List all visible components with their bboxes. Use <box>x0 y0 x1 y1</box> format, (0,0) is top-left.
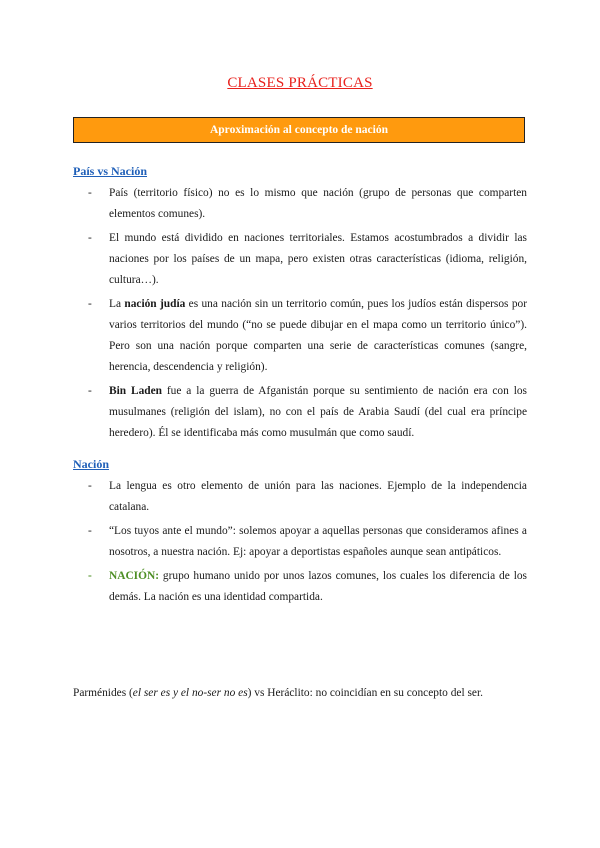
list-item: - País (territorio físico) no es lo mismo que nación (grupo de personas que comparten elementos comunes). <box>73 183 527 225</box>
italic-quote: el ser es y el no-ser no es <box>132 687 248 699</box>
bullet-dash: - <box>88 187 92 199</box>
list-nacion <box>73 476 527 611</box>
list-item: - Bin Laden fue a la guerra de Afganistán porque su sentimiento de nación era con los musulmanes (religión del islam), no con el país de Arabia Saudí (del cual era príncipe heredero). Él se identificaba más como musulmán que como saudí. <box>73 381 527 444</box>
list-item: - “Los tuyos ante el mundo”: solemos apoyar a aquellas personas que consideramos afines a nosotros, a nuestra nación. Ej: apoyar a deportistas españoles aunque sean antipáticos. <box>73 521 527 563</box>
definition-label: NACIÓN: <box>109 570 159 582</box>
list-item: - El mundo está dividido en naciones territoriales. Estamos acostumbrados a dividir las naciones por los países de un mapa, pero existen otras características (idioma, religión, cultura…). <box>73 228 527 291</box>
bullet-dash: - <box>88 570 92 582</box>
list-pais-vs-nacion <box>73 183 527 447</box>
list-item: - La lengua es otro elemento de unión para las naciones. Ejemplo de la independencia catalana. <box>73 476 527 518</box>
page-title: CLASES PRÁCTICAS <box>227 75 373 91</box>
section-banner: Aproximación al concepto de nación <box>73 117 525 143</box>
bullet-dash: - <box>88 525 92 537</box>
section-heading-pais-vs-nacion: País vs Nación <box>73 164 148 178</box>
bold-term: nación judía <box>124 298 186 310</box>
list-item: - NACIÓN: grupo humano unido por unos lazos comunes, los cuales los diferencia de los demás. La nación es una identidad compartida. <box>73 566 527 608</box>
bullet-dash: - <box>88 298 92 310</box>
bullet-dash: - <box>88 385 92 397</box>
bold-term: Bin Laden <box>109 385 162 397</box>
section-heading-nacion: Nación <box>73 457 109 471</box>
footer-note: Parménides (el ser es y el no-ser no es) vs Heráclito: no coincidían en su concepto del ser. <box>73 687 483 699</box>
bullet-dash: - <box>88 480 92 492</box>
list-item: - La nación judía es una nación sin un territorio común, pues los judíos están dispersos por varios territorios del mundo (“no se puede dibujar en el mapa como un territorio único”). Pero son una nación porque comparten una serie de características comunes (sangre, herencia, descendencia y religión). <box>73 294 527 378</box>
bullet-dash: - <box>88 232 92 244</box>
